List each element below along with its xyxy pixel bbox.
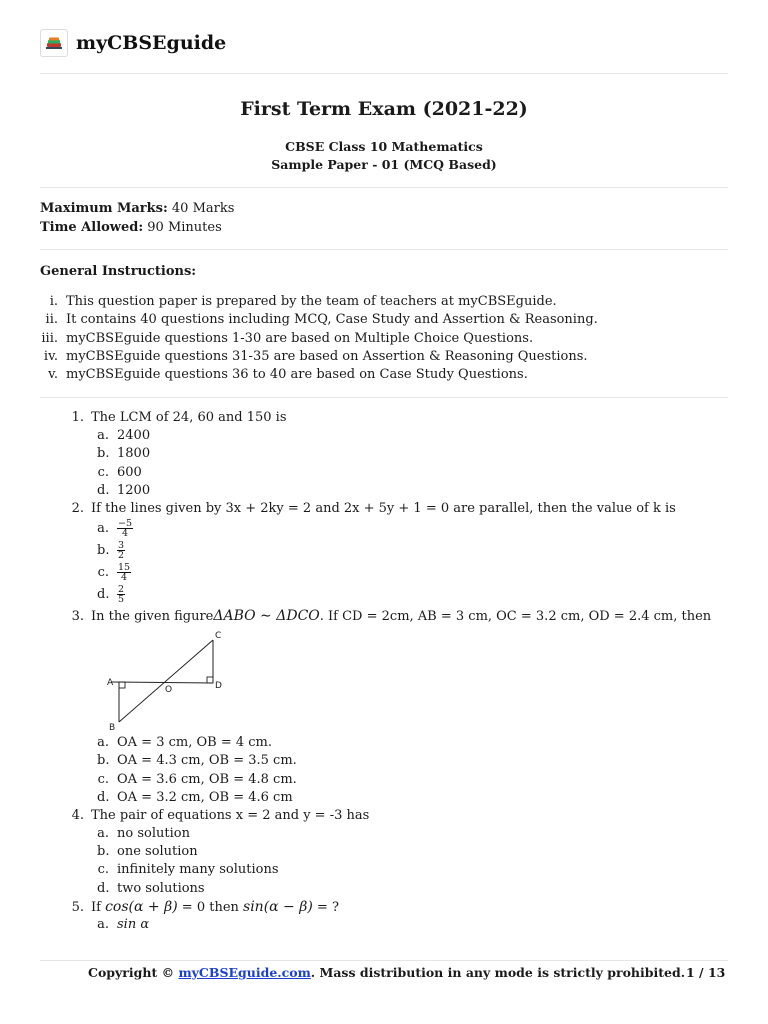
triangle-figure xyxy=(70,626,720,734)
option-letter: c. xyxy=(97,862,109,878)
instructions-list xyxy=(40,293,598,384)
option-letter: d. xyxy=(97,789,110,805)
instructions-divider xyxy=(40,397,728,398)
option-letter: a. xyxy=(97,917,109,932)
time-allowed-label: Time Allowed: xyxy=(40,220,144,235)
option-text: 600 xyxy=(117,464,142,480)
question-number: 2. xyxy=(71,500,84,516)
option-text: 1800 xyxy=(117,446,151,462)
option-b xyxy=(70,843,720,861)
option-letter: a. xyxy=(97,521,109,537)
question-text-pre: If xyxy=(91,899,106,915)
question-3 xyxy=(70,606,720,626)
item-text: This question paper is prepared by the team of teachers at myCBSEguide. xyxy=(66,294,557,309)
option-text: two solutions xyxy=(117,880,205,896)
item-number: i. xyxy=(49,294,58,309)
item-text: It contains 40 questions including MCQ, Case Study and Assertion & Reasoning. xyxy=(66,312,598,328)
option-text: infinitely many solutions xyxy=(117,862,279,878)
list-item xyxy=(40,311,598,329)
footer-divider xyxy=(40,960,728,961)
item-number: iv. xyxy=(43,348,58,364)
question-text: The LCM of 24, 60 and 150 is xyxy=(91,410,287,425)
option-letter: d. xyxy=(97,482,110,498)
option-letter: a. xyxy=(97,826,109,842)
question-2 xyxy=(70,500,720,518)
label-b: B xyxy=(109,723,116,733)
time-allowed xyxy=(40,220,222,235)
option-c xyxy=(70,464,720,482)
paper-class: CBSE Class 10 Mathematics xyxy=(285,139,483,154)
option-a xyxy=(70,518,720,540)
math-sin-expression: sin(α − β) xyxy=(243,898,313,915)
question-text-post: = ? xyxy=(312,899,339,915)
max-marks-value: 40 Marks xyxy=(167,201,235,216)
label-o: O xyxy=(165,685,173,696)
copyright-prefix: Copyright © xyxy=(88,965,179,980)
question-number: 4. xyxy=(71,807,84,823)
instructions-heading: General Instructions: xyxy=(40,264,197,279)
option-letter: c. xyxy=(97,464,109,480)
option-letter: c. xyxy=(97,771,109,787)
item-number: iii. xyxy=(41,330,58,346)
option-b xyxy=(70,540,720,562)
item-number: ii. xyxy=(45,312,58,328)
option-letter: c. xyxy=(97,565,109,581)
similar-triangles-diagram xyxy=(91,626,231,732)
option-letter: b. xyxy=(97,753,110,769)
numerator: 15 xyxy=(118,561,131,573)
denominator: 5 xyxy=(118,594,125,606)
question-number: 5. xyxy=(71,899,84,915)
title-divider xyxy=(40,187,728,188)
fraction xyxy=(117,563,131,583)
page-number: 1 / 13 xyxy=(686,965,726,980)
brand-logo-icon[interactable] xyxy=(40,29,68,57)
question-text-post: . If CD = 2cm, AB = 3 cm, OC = 3.2 cm, OD = 2.4 cm, then xyxy=(319,609,712,625)
option-text: sin α xyxy=(117,917,150,932)
time-allowed-value: 90 Minutes xyxy=(143,220,222,235)
numerator: 3 xyxy=(118,539,125,551)
option-letter: a. xyxy=(97,735,109,751)
item-number: v. xyxy=(48,367,58,383)
fraction xyxy=(117,519,133,539)
label-a: A xyxy=(107,678,114,689)
option-letter: d. xyxy=(97,880,110,896)
list-item xyxy=(40,330,598,348)
footer-copyright xyxy=(88,965,685,980)
option-text: OA = 3.2 cm, OB = 4.6 cm xyxy=(117,789,293,805)
max-marks-label: Maximum Marks: xyxy=(40,201,168,216)
question-5 xyxy=(70,898,720,916)
item-text: myCBSEguide questions 31-35 are based on Assertion & Reasoning Questions. xyxy=(66,348,588,364)
math-cos-expression: cos(α + β) xyxy=(105,898,178,915)
fraction xyxy=(117,541,125,561)
option-d xyxy=(70,584,720,606)
question-list xyxy=(70,409,720,934)
option-text: 2400 xyxy=(117,428,151,444)
question-text: If the lines given by 3x + 2ky = 2 and 2x + 5y + 1 = 0 are parallel, then the value of k is xyxy=(91,500,676,516)
site-link[interactable]: myCBSEguide.com xyxy=(178,965,311,980)
question-1 xyxy=(70,409,720,427)
option-a xyxy=(70,916,720,934)
max-marks xyxy=(40,201,234,216)
label-d: D xyxy=(215,681,222,692)
option-letter: b. xyxy=(97,844,110,860)
option-b xyxy=(70,445,720,463)
copyright-suffix: . Mass distribution in any mode is strictly prohibited. xyxy=(310,965,686,980)
label-c: C xyxy=(215,631,222,642)
item-text: myCBSEguide questions 1-30 are based on Multiple Choice Questions. xyxy=(66,330,534,346)
option-letter: b. xyxy=(97,446,110,462)
option-d xyxy=(70,789,720,807)
option-d xyxy=(70,482,720,500)
fraction xyxy=(117,585,125,605)
option-text: one solution xyxy=(117,844,198,860)
question-text: The pair of equations x = 2 and y = -3 has xyxy=(91,807,370,823)
option-letter: d. xyxy=(97,587,110,603)
question-text-pre: In the given figure xyxy=(91,609,214,625)
option-text: OA = 4.3 cm, OB = 3.5 cm. xyxy=(117,753,297,769)
numerator: 2 xyxy=(118,583,125,595)
meta-divider xyxy=(40,249,728,250)
option-a xyxy=(70,825,720,843)
option-d xyxy=(70,880,720,898)
option-c xyxy=(70,861,720,879)
option-a xyxy=(70,734,720,752)
option-text: no solution xyxy=(117,826,190,842)
header-divider xyxy=(40,73,728,74)
brand-name[interactable]: myCBSEguide xyxy=(76,32,227,54)
list-item xyxy=(40,348,598,366)
denominator: 4 xyxy=(121,528,129,540)
denominator: 4 xyxy=(121,572,128,584)
page-title: First Term Exam (2021-22) xyxy=(240,98,528,120)
option-text: OA = 3.6 cm, OB = 4.8 cm. xyxy=(117,771,297,787)
option-text: 1200 xyxy=(117,482,151,498)
similarity-expression: ΔABO ∼ ΔDCO xyxy=(213,608,320,625)
option-letter: b. xyxy=(97,543,110,559)
list-item xyxy=(40,366,598,384)
item-text: myCBSEguide questions 36 to 40 are based on Case Study Questions. xyxy=(66,367,528,383)
question-number: 3. xyxy=(71,609,84,625)
list-item xyxy=(40,293,598,311)
option-letter: a. xyxy=(97,428,109,444)
option-c xyxy=(70,771,720,789)
question-text-mid: = 0 then xyxy=(177,899,244,915)
option-a xyxy=(70,427,720,445)
site-header xyxy=(40,26,226,60)
option-c xyxy=(70,562,720,584)
question-4 xyxy=(70,807,720,825)
paper-name: Sample Paper - 01 (MCQ Based) xyxy=(271,157,497,172)
numerator: −5 xyxy=(118,517,133,529)
option-text: OA = 3 cm, OB = 4 cm. xyxy=(117,735,272,751)
question-number: 1. xyxy=(71,410,84,425)
denominator: 2 xyxy=(118,550,125,562)
option-b xyxy=(70,752,720,770)
